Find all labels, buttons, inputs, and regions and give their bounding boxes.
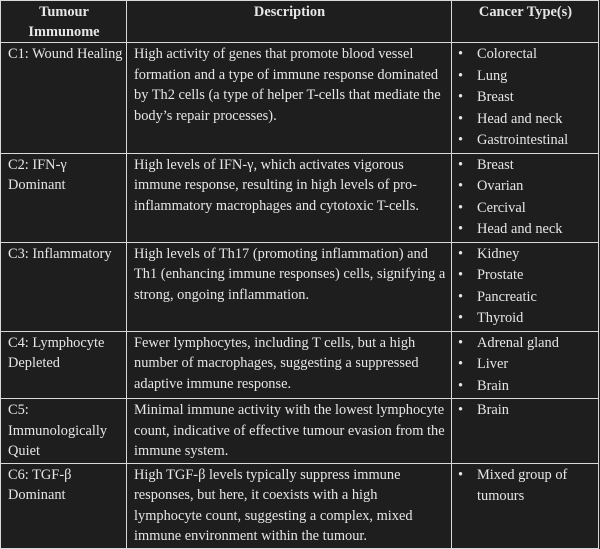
- cancer-type-label: Brain: [477, 402, 509, 418]
- immunome-description: High TGF-β levels typically suppress immune responses, but here, it coexists with a high lymphocyte count, suggesting a complex, mixed immune environment within the tumour.: [127, 463, 452, 548]
- cancer-type-list: [458, 400, 596, 422]
- cancer-types-cell: [452, 43, 599, 154]
- header-row: [1, 1, 599, 43]
- bullet-icon: •: [458, 267, 464, 283]
- cancer-type-label: Lung: [477, 67, 508, 84]
- cancer-type-item: [458, 354, 596, 376]
- cancer-type-list: [458, 244, 596, 330]
- cancer-type-item: [458, 333, 596, 355]
- bullet-icon: •: [458, 132, 464, 148]
- cancer-type-list: [458, 155, 596, 241]
- cancer-type-label: Brain: [477, 377, 509, 394]
- cancer-type-label: Gastrointestinal: [477, 132, 569, 148]
- bullet-icon: •: [458, 46, 464, 62]
- bullet-icon: •: [458, 288, 464, 305]
- table-row: [1, 153, 599, 242]
- bullet-icon: •: [458, 334, 464, 351]
- cancer-type-list: [458, 333, 596, 398]
- cancer-type-label: Adrenal gland: [477, 334, 559, 351]
- immunome-name: C6: TGF-β Dominant: [1, 463, 127, 548]
- table-row: [1, 331, 599, 399]
- cancer-type-label: Liver: [477, 356, 509, 372]
- cancer-type-item: [458, 130, 596, 152]
- bullet-icon: •: [458, 110, 464, 127]
- immunome-description: Minimal immune activity with the lowest lymphocyte count, indicative of effective tumour evasion from the immune system.: [127, 399, 452, 464]
- cancer-type-label: Prostate: [477, 267, 524, 283]
- cancer-type-label: Breast: [477, 156, 514, 173]
- cancer-type-list: [458, 44, 596, 152]
- table-body: [1, 43, 599, 549]
- cancer-types-cell: [452, 399, 599, 464]
- bullet-icon: •: [458, 356, 464, 372]
- bullet-icon: •: [458, 67, 464, 84]
- cancer-type-item: [458, 198, 596, 220]
- table-row: [1, 399, 599, 464]
- cancer-type-item: [458, 44, 596, 66]
- cancer-type-item: [458, 155, 596, 177]
- cancer-type-list: [458, 465, 596, 508]
- cancer-type-item: [458, 287, 596, 309]
- bullet-icon: •: [458, 402, 464, 418]
- cancer-type-label: Pancreatic: [477, 288, 537, 305]
- immunome-name: C4: Lymphocyte Depleted: [1, 331, 127, 399]
- bullet-icon: •: [458, 156, 464, 173]
- cancer-types-cell: [452, 331, 599, 399]
- cancer-type-label: Ovarian: [477, 178, 524, 194]
- cancer-type-label: Head and neck: [477, 110, 563, 127]
- cancer-type-item: [458, 465, 596, 508]
- cancer-type-label: Breast: [477, 89, 514, 105]
- bullet-icon: •: [458, 377, 464, 394]
- immunome-description: Fewer lymphocytes, including T cells, but a high number of macrophages, suggesting a suppressed adaptive immune response.: [127, 331, 452, 399]
- immunome-name: C2: IFN-γ Dominant: [1, 153, 127, 242]
- cancer-type-item: [458, 176, 596, 198]
- immunome-description: High activity of genes that promote blood vessel formation and a type of immune response dominated by Th2 cells (a type of helper T-cells that mediate the body’s repair processes).: [127, 43, 452, 154]
- cancer-type-label: Kidney: [477, 245, 520, 262]
- cancer-type-item: [458, 66, 596, 88]
- bullet-icon: •: [458, 466, 464, 483]
- immunome-description: High levels of Th17 (promoting inflammation) and Th1 (enhancing immune responses) cells, signifying a strong, ongoing inflammation.: [127, 242, 452, 331]
- cancer-types-cell: [452, 242, 599, 331]
- cancer-type-item: [458, 308, 596, 330]
- bullet-icon: •: [458, 221, 464, 237]
- bullet-icon: •: [458, 178, 464, 194]
- table-row: [1, 463, 599, 548]
- immunome-description: High levels of IFN-γ, which activates vigorous immune response, resulting in high levels of pro-inflammatory macrophages and cytotoxic T-cells.: [127, 153, 452, 242]
- cancer-type-label: Head and neck: [477, 221, 563, 237]
- bullet-icon: •: [458, 89, 464, 105]
- immunome-name: C3: Inflammatory: [1, 242, 127, 331]
- cancer-types-cell: [452, 153, 599, 242]
- cancer-type-label: Thyroid: [477, 310, 524, 326]
- cancer-type-item: [458, 219, 596, 241]
- cancer-type-item: [458, 87, 596, 109]
- bullet-icon: •: [458, 245, 464, 262]
- cancer-type-item: [458, 400, 596, 422]
- header-description: Description: [127, 1, 452, 43]
- cancer-type-label: Colorectal: [477, 46, 537, 62]
- cancer-type-label: Mixed group of tumours: [477, 466, 568, 504]
- table-row: [1, 242, 599, 331]
- header-cancer-types: Cancer Type(s): [452, 1, 599, 43]
- cancer-type-item: [458, 244, 596, 266]
- cancer-type-item: [458, 265, 596, 287]
- immunome-name: C1: Wound Healing: [1, 43, 127, 154]
- bullet-icon: •: [458, 310, 464, 326]
- bullet-icon: •: [458, 199, 464, 216]
- cancer-type-item: [458, 109, 596, 131]
- header-immunome: Tumour Immunome: [1, 1, 127, 43]
- cancer-type-item: [458, 376, 596, 398]
- cancer-type-label: Cercival: [477, 199, 526, 216]
- cancer-types-cell: [452, 463, 599, 548]
- immunome-name: C5: Immunologically Quiet: [1, 399, 127, 464]
- table-row: [1, 43, 599, 154]
